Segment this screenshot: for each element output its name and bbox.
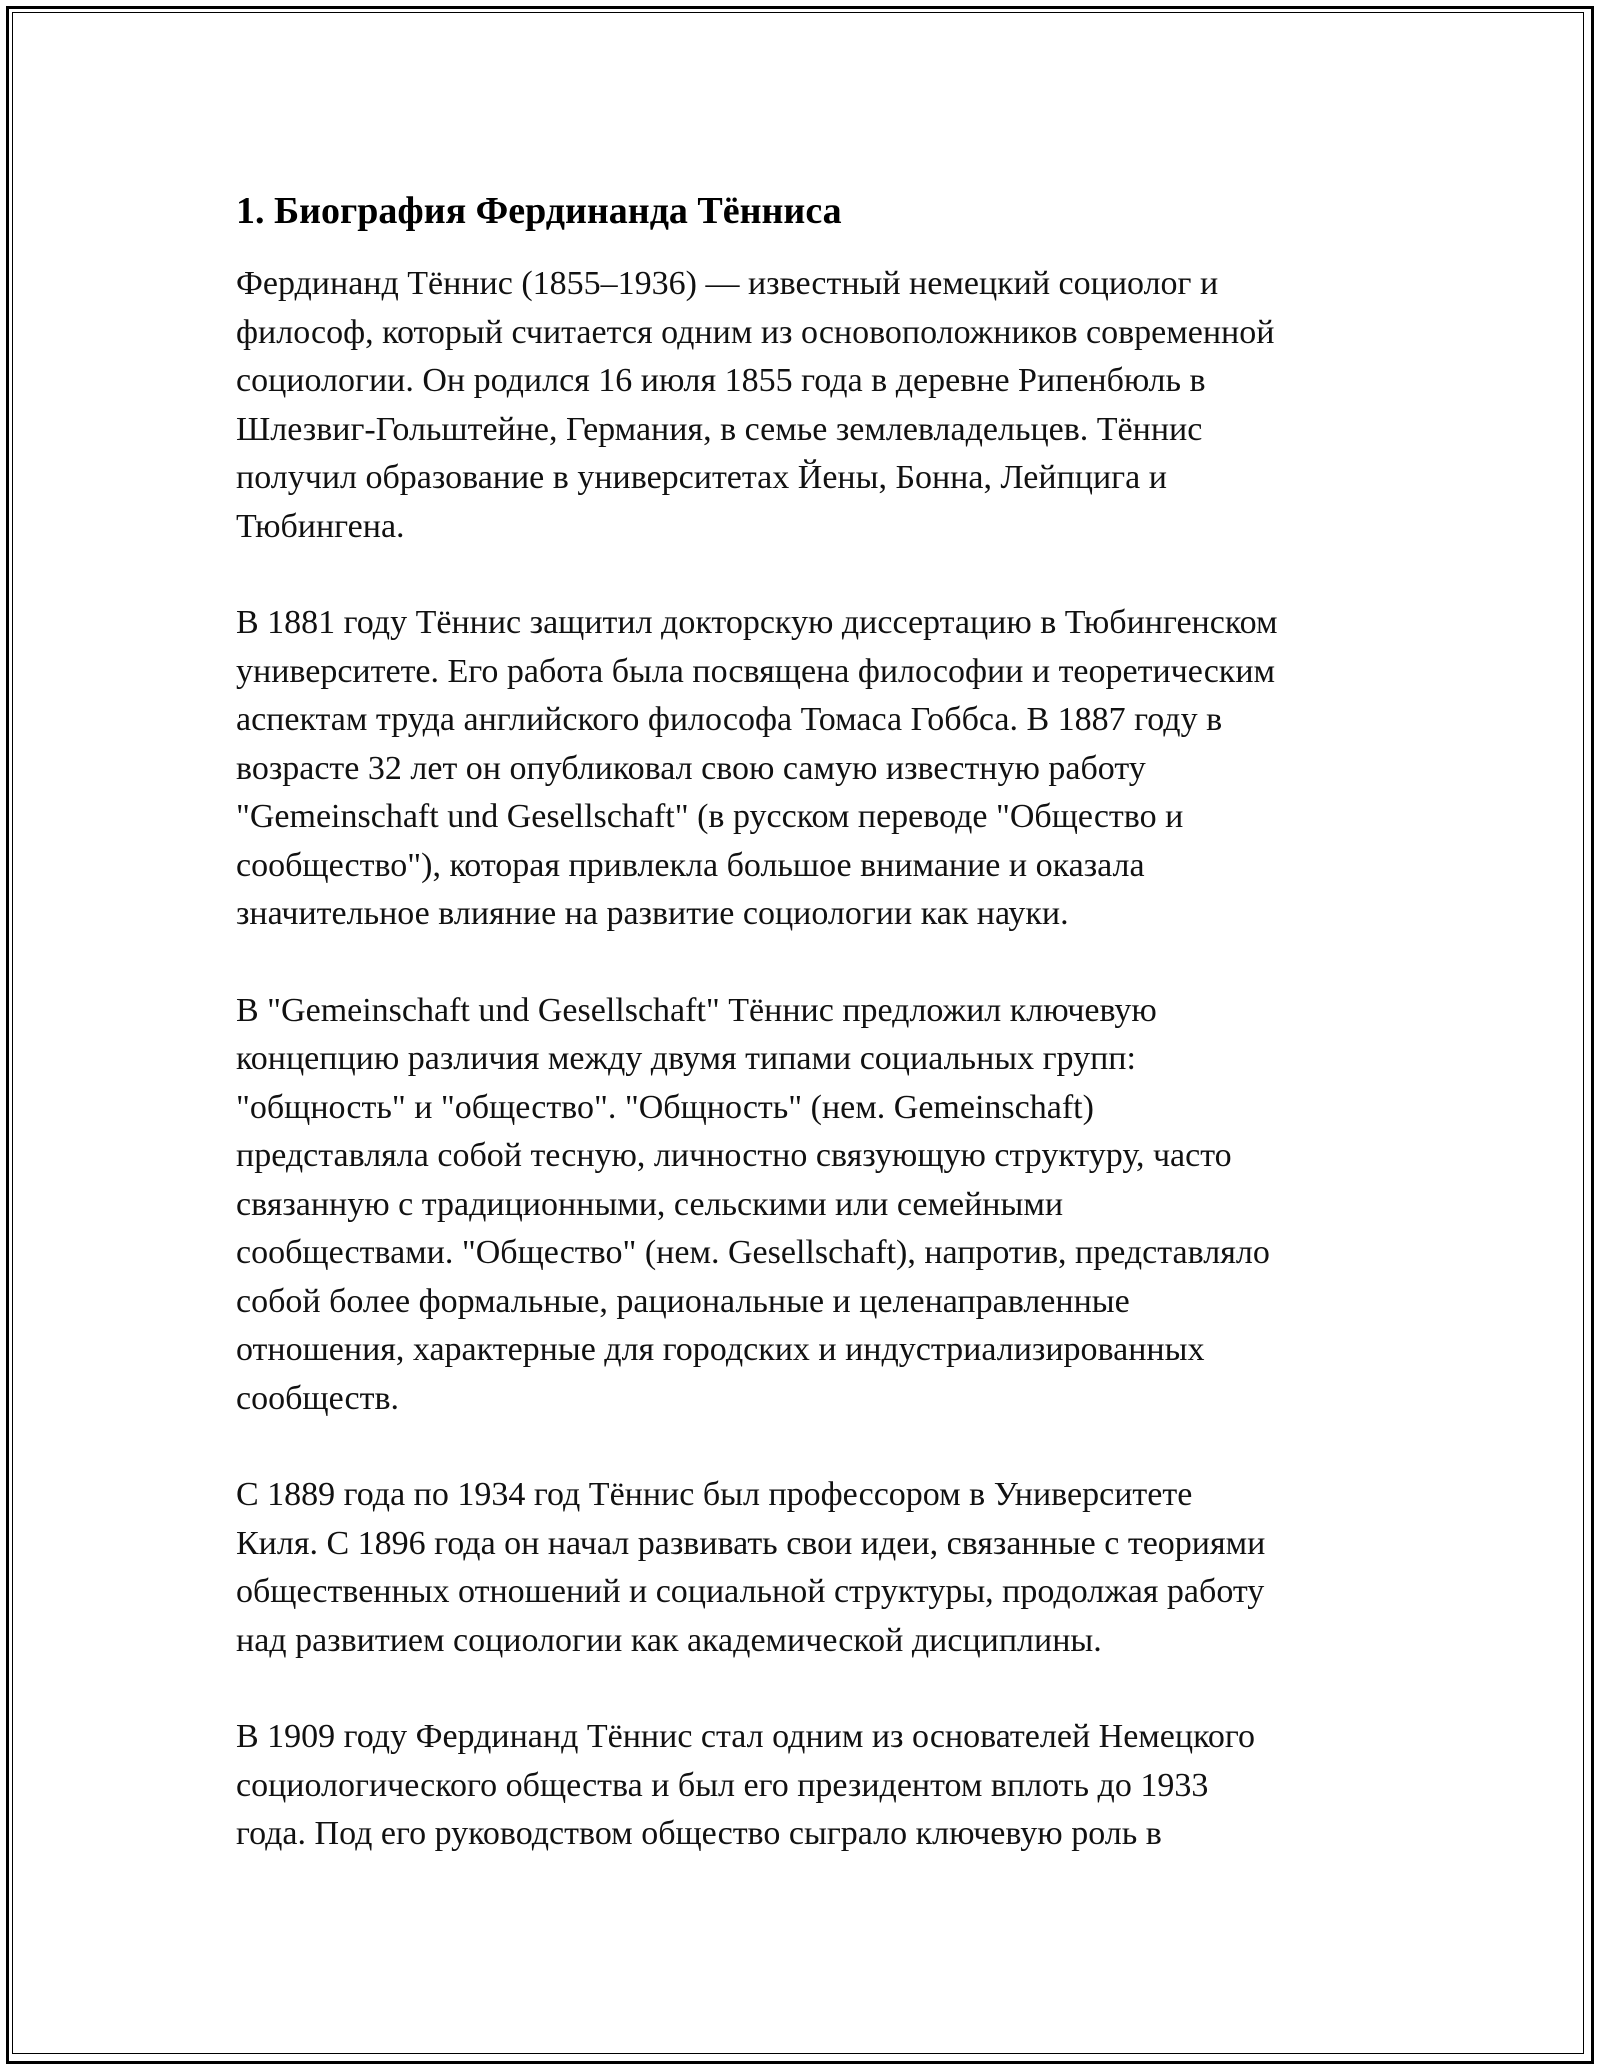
paragraph-line: Шлезвиг-Гольштейне, Германия, в семье землевладельцев. Тённис <box>236 410 1203 448</box>
paragraph-dissertation <box>236 599 1386 939</box>
paragraph-line: Тюбингена. <box>236 507 405 545</box>
paragraph-sociological-society <box>236 1713 1386 1859</box>
paragraph-line: общественных отношений и социальной структуры, продолжая работу <box>236 1573 1265 1610</box>
paragraph-line: собой более формальные, рациональные и целенаправленные <box>236 1282 1130 1320</box>
paragraph-line: концепцию различия между двумя типами социальных групп: <box>236 1040 1136 1077</box>
paragraph-line: представляла собой тесную, личностно связующую структуру, часто <box>236 1137 1232 1174</box>
paragraph-line: социологического общества и был его президентом вплоть до 1933 <box>236 1766 1209 1804</box>
paragraph-line: аспектам труда английского философа Томаса Гоббса. В 1887 году в <box>236 701 1223 738</box>
paragraph-biography-intro <box>236 260 1386 551</box>
paragraph-line: Фердинанд Тённис (1855–1936) — известный немецкий социолог и <box>236 265 1219 302</box>
paragraph-line: возрасте 32 лет он опубликовал свою самую известную работу <box>236 749 1146 787</box>
paragraph-line: получил образование в университетах Йены, Бонна, Лейпцига и <box>236 459 1167 496</box>
paragraph-line: сообществ. <box>236 1379 400 1417</box>
paragraph-line: "общность" и "общество". "Общность" (нем. Gemeinschaft) <box>236 1088 1094 1126</box>
paragraph-line: социологии. Он родился 16 июля 1855 года в деревне Рипенбюль в <box>236 362 1206 399</box>
paragraph-line: С 1889 года по 1934 год Тённис был профессором в Университете <box>236 1476 1193 1513</box>
paragraph-kiel-professorship <box>236 1471 1386 1665</box>
paragraph-line: над развитием социологии как академической дисциплины. <box>236 1621 1102 1659</box>
paragraph-line: В "Gemeinschaft und Gesellschaft" Тённис предложил ключевую <box>236 991 1157 1029</box>
paragraph-line: "Gemeinschaft und Gesellschaft" (в русском переводе "Общество и <box>236 798 1184 835</box>
paragraph-line: философ, который считается одним из основоположников современной <box>236 313 1275 351</box>
paragraph-line: В 1909 году Фердинанд Тённис стал одним из основателей Немецкого <box>236 1718 1255 1755</box>
paragraph-line: Киля. С 1896 года он начал развивать свои идеи, связанные с теориями <box>236 1524 1266 1562</box>
paragraph-line: связанную с традиционными, сельскими или семейными <box>236 1185 1064 1223</box>
paragraph-line: сообщество"), которая привлекла большое внимание и оказала <box>236 846 1145 884</box>
document-page <box>236 186 1386 1907</box>
paragraph-line: значительное влияние на развитие социологии как науки. <box>236 895 1069 932</box>
paragraph-line: В 1881 году Тённис защитил докторскую диссертацию в Тюбингенском <box>236 604 1278 641</box>
paragraph-gemeinschaft-concept <box>236 987 1386 1424</box>
paragraph-line: университете. Его работа была посвящена философии и теоретическим <box>236 652 1276 690</box>
paragraph-line: отношения, характерные для городских и индустриализированных <box>236 1331 1205 1368</box>
paragraph-line: года. Под его руководством общество сыграло ключевую роль в <box>236 1815 1162 1852</box>
paragraph-line: сообществами. "Общество" (нем. Gesellschaft), напротив, представляло <box>236 1234 1270 1271</box>
section-heading: 1. Биография Фердинанда Тённиса <box>236 190 842 232</box>
